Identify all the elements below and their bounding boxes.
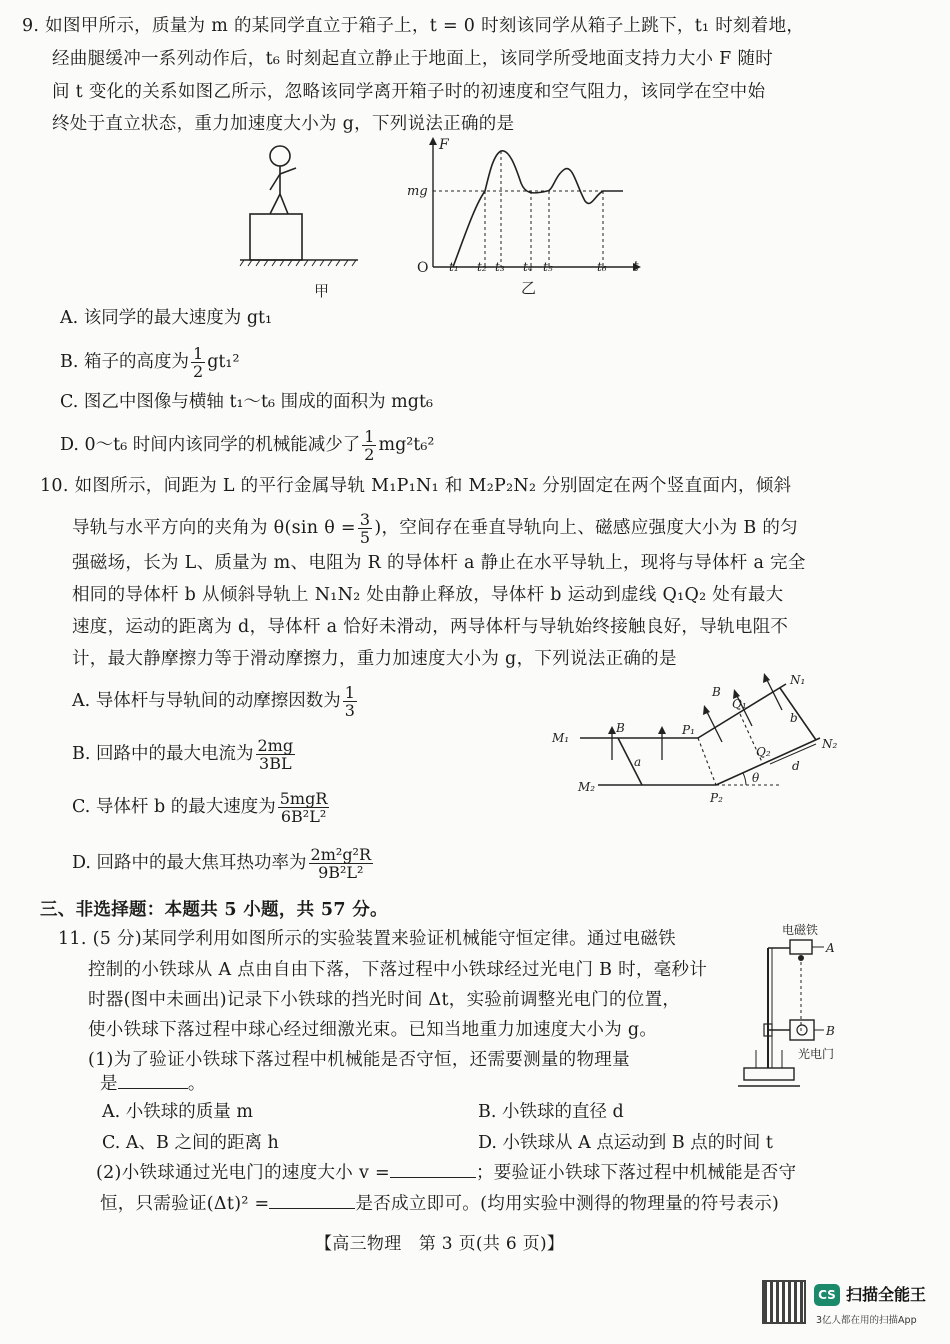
q9-option-d-suffix: mg²t₆² (378, 435, 435, 455)
answer-blank-velocity[interactable] (390, 1177, 476, 1178)
q9-line: 9. 如图甲所示，质量为 m 的某同学直立于箱子上，t = 0 时刻该同学从箱子上跳下，t₁ 时刻着地， (22, 16, 805, 36)
scanner-tagline: 3亿人都在用的扫描App (816, 1315, 917, 1326)
q11-option-c: C. A、B 之间的距离 h (102, 1133, 279, 1153)
q11-part2-text: 恒，只需验证(Δt)² = (100, 1194, 270, 1214)
fig-yi-label: 乙 (521, 279, 537, 297)
q11-part2-suffix: ；要验证小铁球下落过程中机械能是否守 (475, 1163, 797, 1183)
q10-line: 10. 如图所示，间距为 L 的平行金属导轨 M₁P₁N₁ 和 M₂P₂N₂ 分别固定在两个竖直面内，倾斜 (40, 476, 792, 496)
label-b-rod: b (790, 711, 798, 725)
section-heading: 三、非选择题：本题共 5 小题，共 57 分。 (40, 900, 388, 920)
label-magnet: 电磁铁 (782, 923, 819, 937)
q9-line: 经曲腿缓冲一系列动作后，t₆ 时刻起直立静止于地面上，该同学所受地面支持力大小 F 随时 (52, 49, 774, 69)
q11-option-a: A. 小铁球的质量 m (102, 1102, 253, 1122)
yi-x-label: t (633, 259, 639, 275)
q11-line: 控制的小铁球从 A 点由自由下落，下落过程中小铁球经过光电门 B 时，毫秒计 (88, 960, 708, 980)
frac-num: 2m²g²R (310, 845, 372, 864)
label-b: B (826, 1024, 835, 1038)
q9-figure-jia (240, 140, 360, 300)
yi-tick-t5: t₅ (543, 260, 553, 274)
q9-line: 间 t 变化的关系如图乙所示，忽略该同学离开箱子时的初速度和空气阻力，该同学在空中始 (52, 82, 766, 102)
q10-option-a-text: A. 导体杆与导轨间的动摩擦因数为 (72, 691, 341, 711)
label-q2: Q₂ (756, 745, 771, 759)
frac-den: 6B²L² (280, 807, 327, 826)
q11-figure (738, 920, 848, 1100)
q9-line: 终处于直立状态，重力加速度大小为 g，下列说法正确的是 (52, 114, 515, 134)
q11-part2-line2 (100, 1192, 779, 1216)
label-d: d (792, 759, 800, 773)
yi-origin: O (417, 260, 429, 276)
q11-line-blank (100, 1072, 206, 1096)
q10-option-c-text: C. 导体杆 b 的最大速度为 (72, 797, 276, 817)
label-m1: M₁ (552, 731, 570, 745)
frac-den: 9B²L² (318, 863, 364, 882)
label-n1: N₁ (790, 673, 806, 687)
q10-option-b (72, 737, 297, 772)
q11-option-d: D. 小铁球从 A 点运动到 B 点的时间 t (478, 1133, 773, 1153)
yi-y-label: F (439, 137, 449, 153)
label-p1: P₁ (682, 723, 695, 737)
yi-tick-t4: t₄ (523, 260, 533, 274)
label-a: A (826, 941, 835, 955)
q11-line: 时器(图中未画出)记录下小铁球的挡光时间 Δt，实验前调整光电门的位置， (88, 990, 681, 1010)
q9-option-b (60, 345, 239, 380)
q11-part2-line1 (96, 1161, 796, 1185)
answer-blank-dt[interactable] (269, 1208, 355, 1209)
label-n2: N₂ (822, 737, 838, 751)
page-footer: 【高三物理 第 3 页(共 6 页)】 (315, 1234, 565, 1254)
q9-figure-yi (405, 135, 645, 300)
label-p2: P₂ (710, 791, 723, 805)
q9-option-b-text: B. 箱子的高度为 (60, 352, 189, 372)
frac-num: 3 (359, 510, 371, 529)
frac-den: 2 (364, 445, 375, 464)
frac-den: 3BL (259, 754, 292, 773)
scanner-brand: 扫描全能王 (846, 1285, 927, 1304)
q10-option-d (72, 846, 375, 881)
q10-line: 速度，运动的距离为 d，导体杆 a 恰好未滑动，两导体杆与导轨始终接触良好，导轨电阻不 (72, 617, 789, 637)
q11-line: (1)为了验证小铁球下落过程中机械能是否守恒，还需要测量的物理量 (88, 1050, 630, 1070)
q11-line: 使小铁球下落过程中球心经过细激光束。已知当地重力加速度大小为 g。 (88, 1020, 658, 1040)
q10-option-c (72, 790, 331, 825)
q10-line: 强磁场，长为 L、质量为 m、电阻为 R 的导体杆 a 静止在水平导轨上，现将与导体杆 a 完全 (72, 553, 806, 573)
q11-line: 11. (5 分)某同学利用如图所示的实验装置来验证机械能守恒定律。通过电磁铁 (58, 929, 676, 949)
q11-shi-text: 是 (100, 1074, 118, 1094)
yi-tick-t1: t₁ (449, 260, 459, 274)
yi-mg-label: mg (407, 184, 428, 199)
q9-option-b-suffix: gt₁² (207, 352, 240, 372)
q10-line: 相同的导体杆 b 从倾斜导轨上 N₁N₂ 处由静止释放，导体杆 b 运动到虚线 Q₁Q₂ 处有最大 (72, 585, 784, 605)
q10-line2-suffix: )，空间存在垂直导轨向上、磁感应强度大小为 B 的匀 (374, 518, 799, 538)
q11-shi-suffix: 。 (187, 1074, 206, 1094)
frac-num: 5mgR (279, 789, 328, 808)
frac-num: 1 (344, 683, 355, 702)
q9-option-c: C. 图乙中图像与横轴 t₁～t₆ 围成的面积为 mgt₆ (60, 392, 434, 412)
label-q1: Q₁ (732, 697, 747, 711)
yi-tick-t6: t₆ (597, 260, 607, 274)
label-b-left: B (616, 721, 625, 735)
q10-line: 计，最大静摩擦力等于滑动摩擦力，重力加速度大小为 g，下列说法正确的是 (72, 649, 677, 669)
q10-option-d-text: D. 回路中的最大焦耳热功率为 (72, 853, 307, 873)
label-a: a (634, 755, 642, 769)
yi-tick-t2: t₂ (477, 260, 487, 274)
q10-figure (550, 672, 845, 812)
frac-num: 1 (364, 427, 375, 446)
cs-logo-icon: CS (814, 1284, 840, 1306)
frac-den: 5 (359, 528, 371, 547)
label-theta: θ (752, 771, 760, 785)
q10-option-b-text: B. 回路中的最大电流为 (72, 744, 254, 764)
frac-num: 2mg (257, 736, 294, 755)
q11-part2-text: (2)小铁球通过光电门的速度大小 v = (96, 1163, 390, 1183)
qr-code-icon (762, 1280, 806, 1324)
q9-option-d-text: D. 0～t₆ 时间内该同学的机械能减少了 (60, 435, 361, 455)
q9-option-a: A. 该同学的最大速度为 gt₁ (60, 308, 273, 328)
label-b-right: B (712, 685, 721, 699)
scanner-watermark (762, 1280, 942, 1336)
frac-num: 1 (193, 344, 204, 363)
label-gate: 光电门 (798, 1047, 835, 1061)
q10-line2-text: 导轨与水平方向的夹角为 θ(sin θ = (72, 518, 356, 538)
q10-line (72, 511, 798, 546)
frac-den: 2 (193, 362, 204, 381)
q11-part2-suffix: 是否成立即可。(均用实验中测得的物理量的符号表示) (355, 1194, 780, 1214)
frac-den: 3 (344, 701, 355, 720)
answer-blank[interactable] (118, 1088, 188, 1089)
q9-option-d (60, 428, 434, 463)
label-m2: M₂ (578, 780, 596, 794)
q10-option-a (72, 684, 359, 719)
fig-jia-label: 甲 (314, 282, 330, 300)
yi-tick-t3: t₃ (495, 260, 505, 274)
q11-option-b: B. 小铁球的直径 d (478, 1102, 624, 1122)
